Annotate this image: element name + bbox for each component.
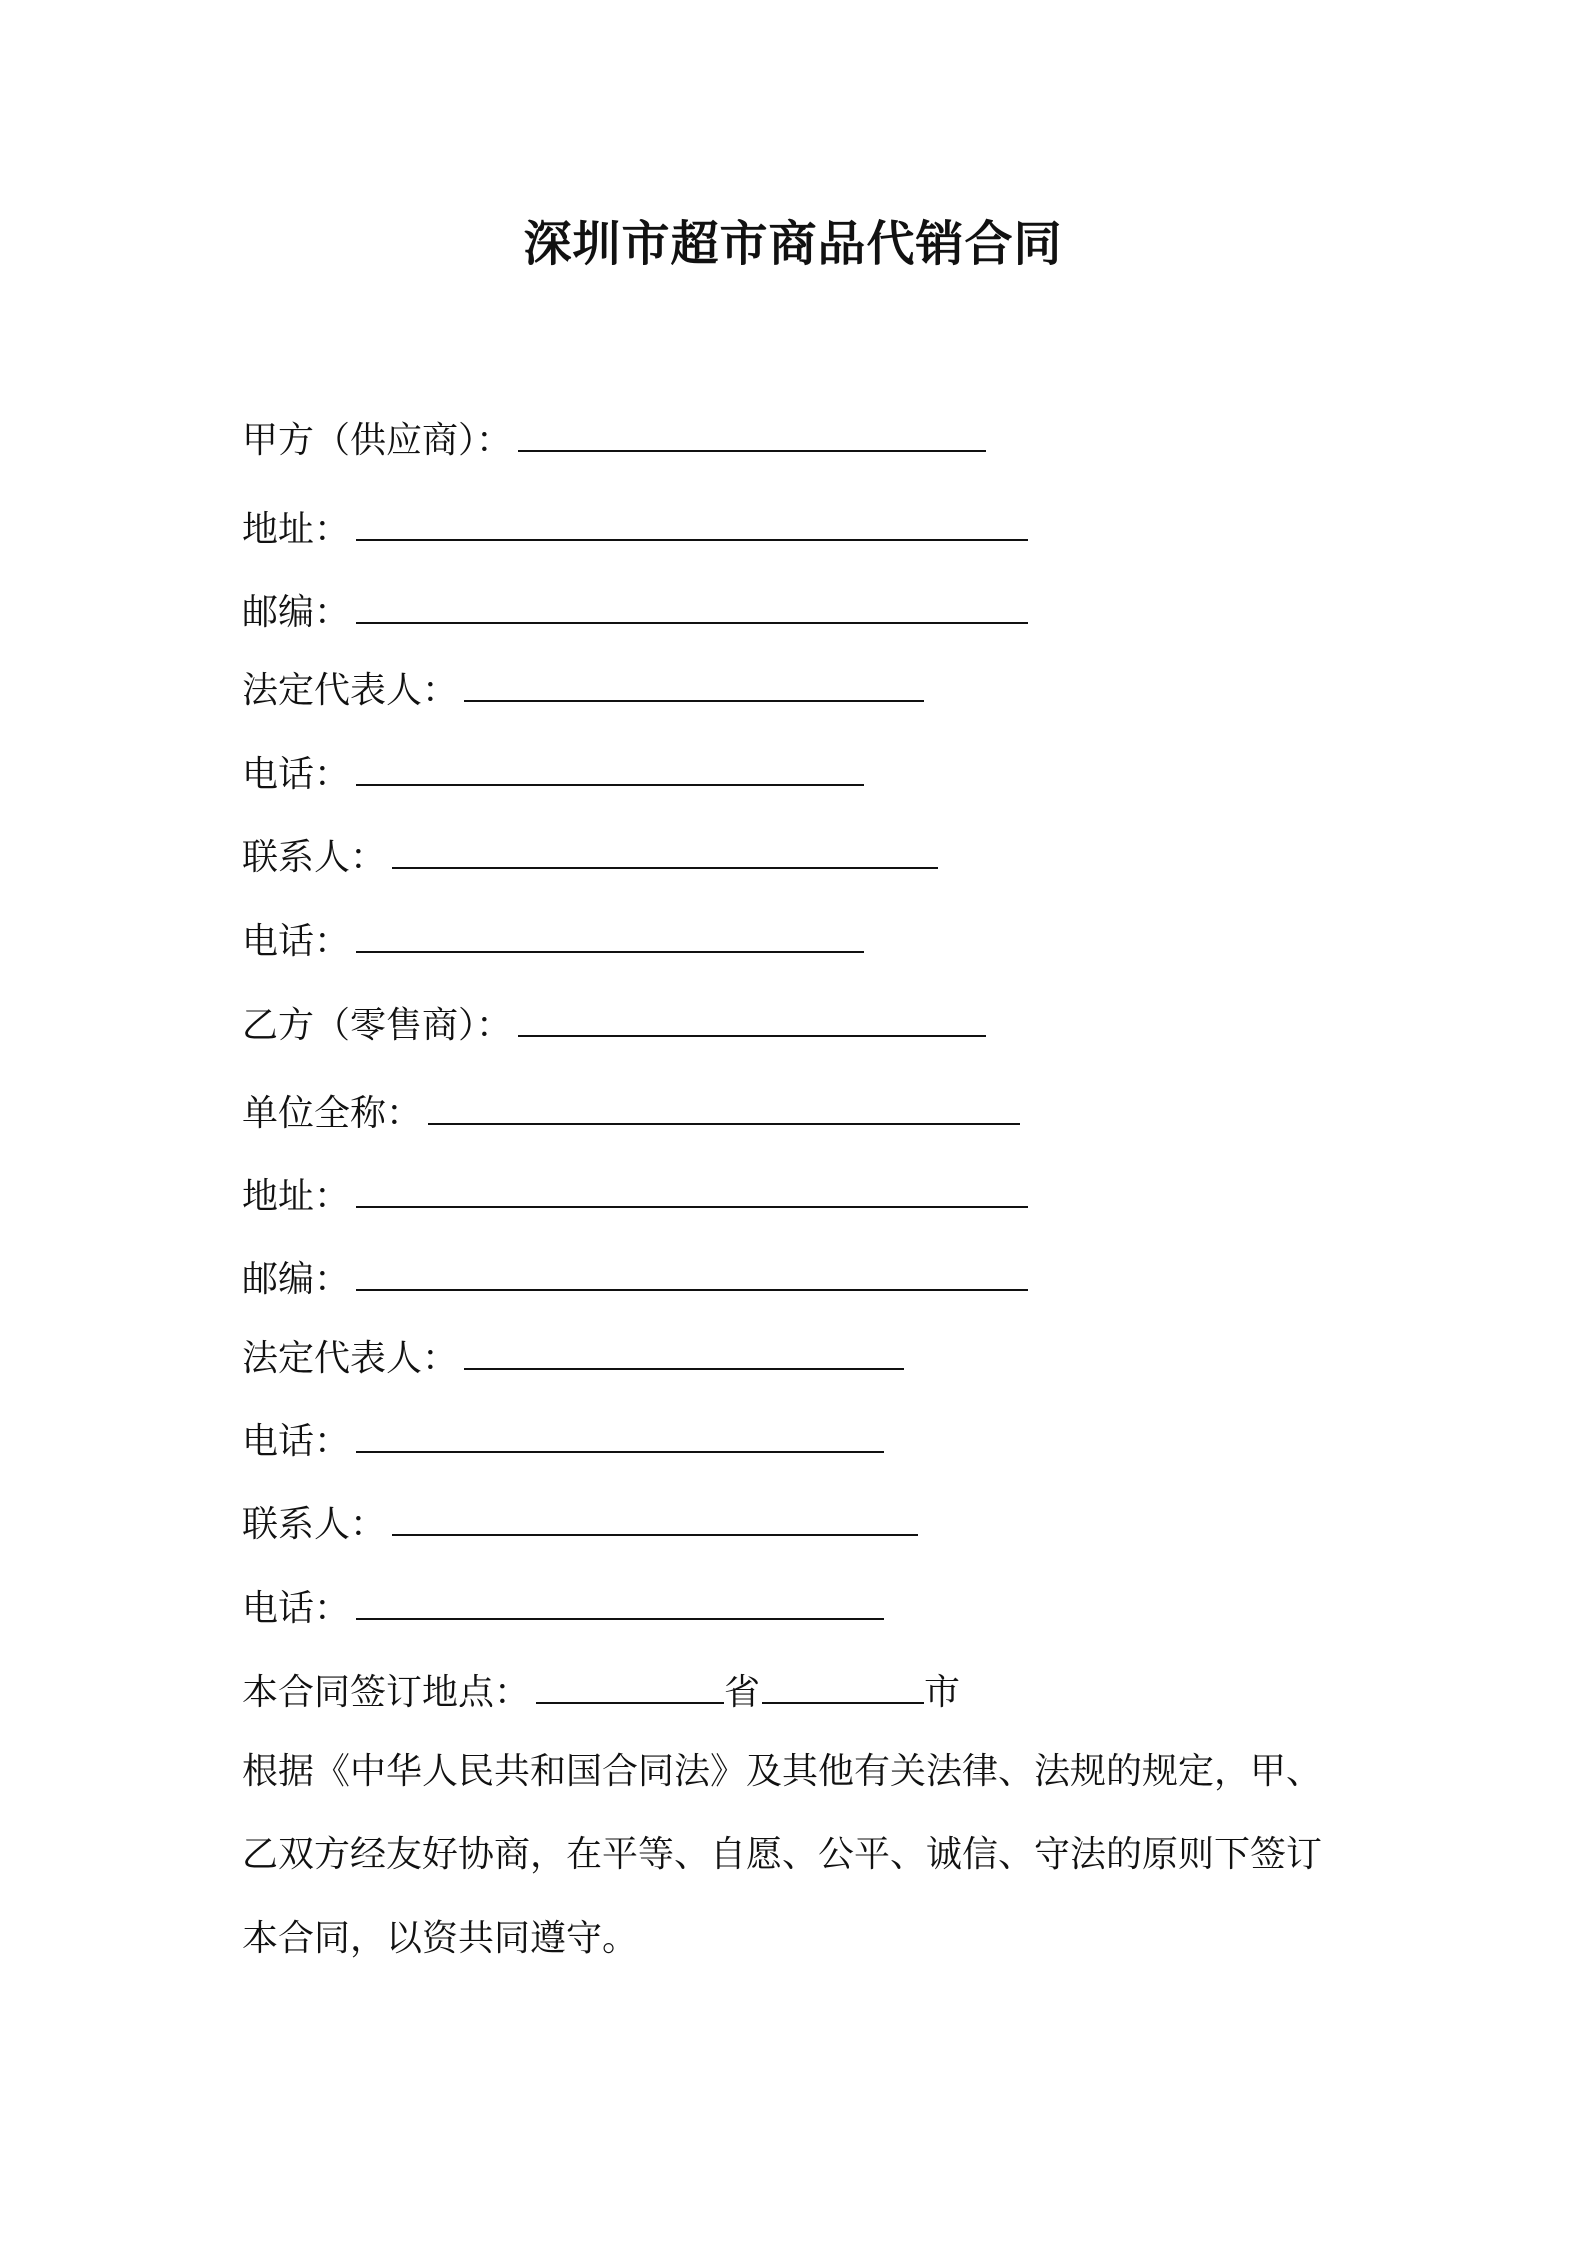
party-a-address-row xyxy=(242,499,1028,556)
party-a-phone2-row xyxy=(242,911,864,968)
party-b-contact-label: 联系人： xyxy=(242,1504,387,1545)
party-b-heading-row xyxy=(242,995,986,1052)
party-a-address-field[interactable] xyxy=(356,499,1028,541)
party-b-full-name-row xyxy=(242,1083,1020,1140)
party-a-phone1-field[interactable] xyxy=(356,744,864,786)
party-b-postcode-field[interactable] xyxy=(356,1249,1028,1291)
party-b-phone2-label: 电话： xyxy=(242,1588,351,1629)
party-b-legal-rep-row xyxy=(242,1328,904,1385)
party-a-legal-rep-field[interactable] xyxy=(464,660,924,702)
party-b-postcode-row xyxy=(242,1249,1028,1306)
party-b-address-row xyxy=(242,1166,1028,1223)
party-a-contact-field[interactable] xyxy=(392,827,938,869)
preamble-line-1: 根据《中华人民共和国合同法》及其他有关法律、法规的规定，甲、 xyxy=(242,1751,1323,1792)
party-a-contact-row xyxy=(242,827,938,884)
party-a-postcode-row xyxy=(242,582,1028,639)
party-b-name-field[interactable] xyxy=(518,995,986,1037)
party-b-contact-row xyxy=(242,1494,918,1551)
party-a-phone1-label: 电话： xyxy=(242,754,351,795)
party-a-name-field[interactable] xyxy=(518,410,986,452)
party-b-legal-rep-label: 法定代表人： xyxy=(242,1338,459,1379)
signing-place-label: 本合同签订地点： xyxy=(242,1672,531,1713)
party-b-postcode-label: 邮编： xyxy=(242,1259,351,1300)
party-a-legal-rep-label: 法定代表人： xyxy=(242,670,459,711)
preamble-line-2: 乙双方经友好协商，在平等、自愿、公平、诚信、守法的原则下签订 xyxy=(242,1834,1323,1875)
page-title: 深圳市超市商品代销合同 xyxy=(523,216,1063,272)
party-b-phone2-row xyxy=(242,1578,884,1635)
party-b-phone1-row xyxy=(242,1411,884,1468)
signing-city-suffix: 市 xyxy=(924,1672,961,1713)
party-b-contact-field[interactable] xyxy=(392,1494,918,1536)
party-a-phone2-field[interactable] xyxy=(356,911,864,953)
party-b-heading-label: 乙方（零售商）： xyxy=(242,1005,513,1046)
signing-province-field[interactable] xyxy=(536,1662,724,1704)
signing-city-field[interactable] xyxy=(762,1662,924,1704)
party-a-heading-row xyxy=(242,410,986,467)
party-a-address-label: 地址： xyxy=(242,509,351,550)
party-a-postcode-label: 邮编： xyxy=(242,592,351,633)
party-a-contact-label: 联系人： xyxy=(242,837,387,878)
party-b-phone1-field[interactable] xyxy=(356,1411,884,1453)
party-b-phone1-label: 电话： xyxy=(242,1421,351,1462)
party-a-phone2-label: 电话： xyxy=(242,921,351,962)
party-a-legal-rep-row xyxy=(242,660,924,717)
party-a-postcode-field[interactable] xyxy=(356,582,1028,624)
party-a-heading-label: 甲方（供应商）： xyxy=(242,420,513,461)
party-a-phone1-row xyxy=(242,744,864,801)
party-b-address-field[interactable] xyxy=(356,1166,1028,1208)
party-b-legal-rep-field[interactable] xyxy=(464,1328,904,1370)
signing-place-row xyxy=(242,1662,960,1719)
party-b-full-name-label: 单位全称： xyxy=(242,1093,423,1134)
signing-province-suffix: 省 xyxy=(724,1672,761,1713)
party-b-full-name-field[interactable] xyxy=(428,1083,1020,1125)
preamble-line-3: 本合同，以资共同遵守。 xyxy=(242,1918,639,1959)
party-b-phone2-field[interactable] xyxy=(356,1578,884,1620)
party-b-address-label: 地址： xyxy=(242,1176,351,1217)
